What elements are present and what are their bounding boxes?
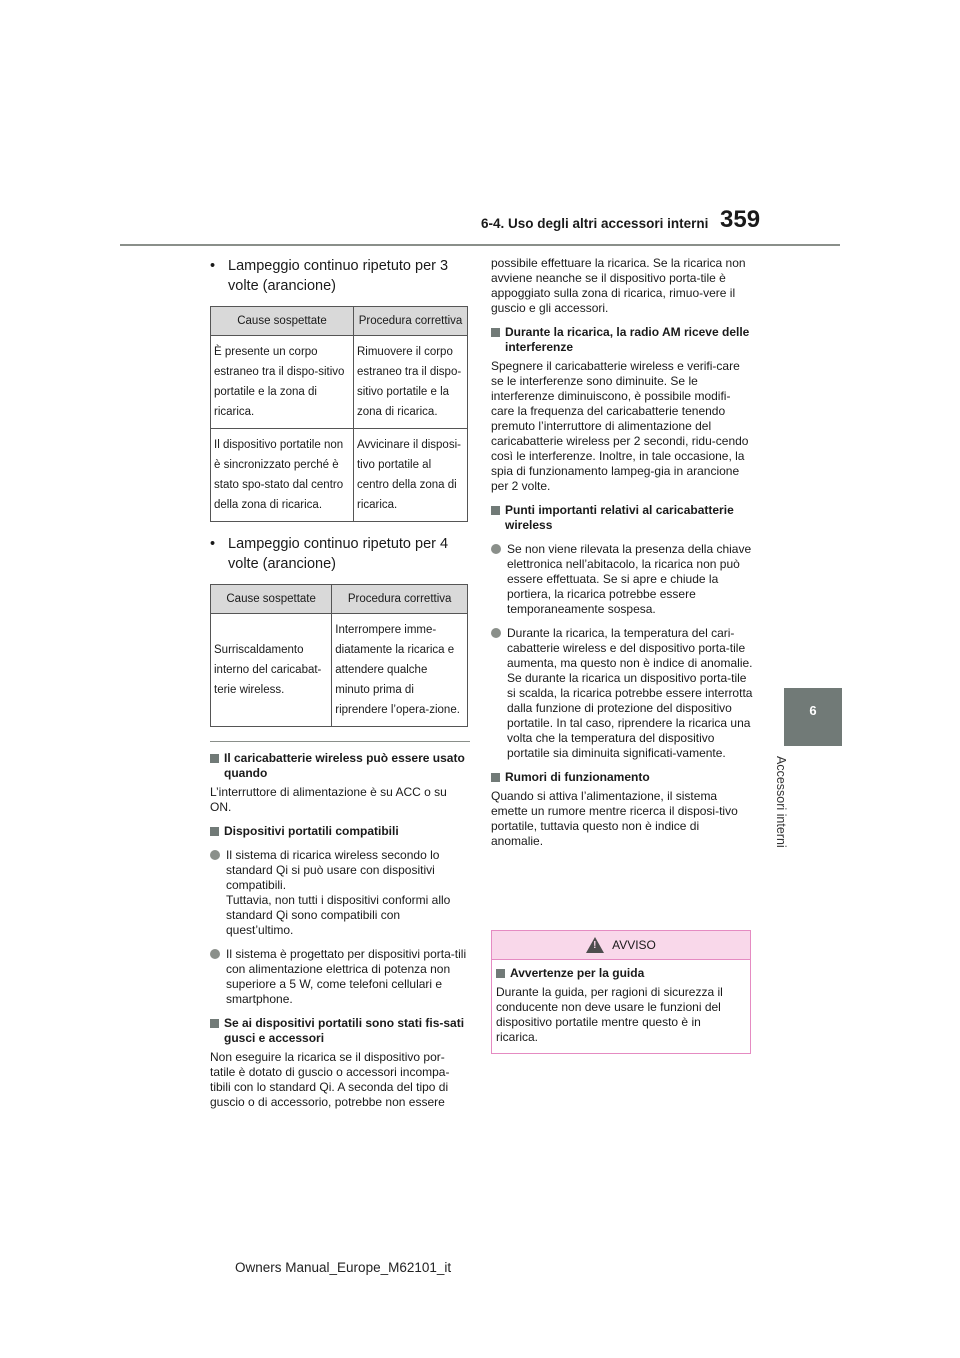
paragraph: Durante la guida, per ragioni di sicurezza il conducente non deve usare le funzioni del dispositivo portatile mentre questo è in ricarica.: [496, 985, 723, 1044]
subheading: [210, 824, 470, 839]
list-item: [491, 626, 753, 761]
cause-table-1: [210, 306, 468, 522]
warning-label: AVVISO: [612, 938, 656, 952]
table-cell: Avvicinare il disposi-tivo portatile al centro della zona di ricarica.: [353, 429, 467, 522]
list-item: [491, 542, 753, 617]
list-item-text: Il sistema è progettato per dispositivi porta-tili con alimentazione elettrica di potenza non superiore a 5 W, come telefoni cellulari e smartphone.: [226, 947, 467, 1006]
subheading-text: Punti importanti relativi al caricabatterie wireless: [505, 503, 734, 532]
subheading-text: Se ai dispositivi portatili sono stati fis-sati gusci e accessori: [224, 1016, 465, 1045]
cause-table-2: [210, 584, 468, 727]
table-cell: Rimuovere il corpo estraneo tra il dispo-sitivo portatile e la zona di ricarica.: [353, 336, 467, 429]
page-number: 359: [720, 206, 761, 233]
list-item-text: Se non viene rilevata la presenza della chiave elettronica nell’abitacolo, la ricarica non può essere effettuata. Se si apre e chiude la portiera, la ricarica potrebbe essere temporaneamente sospesa.: [507, 542, 752, 616]
subheading: [491, 503, 753, 533]
chapter-title: [774, 756, 808, 876]
list-item: [210, 947, 470, 1007]
subheading-text: Dispositivi portatili compatibili: [224, 824, 399, 838]
paragraph: Spegnere il caricabatterie wireless e verifi-care se le interferenze sono diminuite. Se le interferenze diminuiscono, è possibile modifi-care la frequenza del caricabatterie tenendo premuto l’interruttore di alimentazione del caricabatterie wireless per 2 secondi, ridu-cendo così le interferenze. Inoltre, in tale occasione, la spia di funzionamento lampeg-gia in arancione per 2 volte.: [491, 359, 749, 493]
paragraph: Quando si attiva l’alimentazione, il sistema emette un rumore mentre ricerca il disposi-tivo portatile, tuttavia questo non è indice di anomalie.: [491, 789, 738, 848]
footer-text: Owners Manual_Europe_M62101_it: [235, 1260, 452, 1275]
subheading-text: Avvertenze per la guida: [510, 966, 645, 980]
subheading: [491, 770, 753, 785]
square-bullet-icon: [210, 827, 219, 836]
header-rule: [120, 244, 840, 246]
circle-bullet-icon: [491, 628, 501, 638]
bullet-mark: •: [210, 258, 216, 274]
subheading: [210, 1016, 470, 1046]
chapter-tab: [784, 688, 842, 746]
warning-box: [491, 930, 751, 1054]
list-item: [210, 256, 470, 296]
section-title: 6-4. Uso degli altri accessori interni: [481, 216, 709, 231]
subheading-text: Il caricabatterie wireless può essere usato quando: [224, 751, 465, 780]
square-bullet-icon: [491, 773, 500, 782]
square-bullet-icon: [210, 1019, 219, 1028]
chapter-title-text: Accessori interni: [774, 756, 788, 848]
circle-bullet-icon: [210, 949, 220, 959]
list-item-text: Il sistema di ricarica wireless secondo lo standard Qi si può usare con dispositivi compatibili. Tuttavia, non tutti i dispositivi conformi allo standard Qi sono compatibili con quest’ultimo.: [226, 848, 451, 937]
bullet-mark: •: [210, 536, 216, 552]
list-item-text: Durante la ricarica, la temperatura del cari-cabatterie wireless e del dispositivo porta-tile aumenta, ma questo non è indice di anomalie. Se durante la ricarica un dispositivo porta-tile si scalda, la ricarica potrebbe essere interrotta dalla funzione di protezione del dispositivo portatile. In tal caso, riprendere la ricarica una volta che la temperatura del dispositivo portatile sia diminuita significati-vamente.: [507, 626, 753, 760]
square-bullet-icon: [491, 328, 500, 337]
table-row: [211, 429, 468, 522]
table-header: Cause sospettate: [211, 585, 332, 614]
paragraph: Non eseguire la ricarica se il dispositivo por-tatile è dotato di guscio o accessori incompa-tibili con lo standard Qi. A seconda del tipo di guscio o di accessorio, potrebbe non essere: [210, 1050, 450, 1109]
table-header: Cause sospettate: [211, 307, 354, 336]
table-cell: È presente un corpo estraneo tra il dispo-sitivo portatile e la zona di ricarica.: [211, 336, 354, 429]
circle-bullet-icon: [210, 850, 220, 860]
table-cell: Interrompere imme-diatamente la ricarica e attendere qualche minuto prima di riprendere l’opera-zione.: [332, 614, 468, 727]
warning-triangle-icon: !: [586, 937, 604, 953]
circle-bullet-icon: [491, 544, 501, 554]
table-cell: Surriscaldamento interno del caricabat-terie wireless.: [211, 614, 332, 727]
bullet-text: Lampeggio continuo ripetuto per 4 volte (arancione): [228, 536, 449, 572]
left-column: [210, 256, 470, 1110]
subheading: [491, 325, 753, 355]
list-item: [210, 848, 470, 938]
warning-header: [492, 931, 750, 960]
list-item: [210, 534, 470, 574]
subheading-text: Rumori di funzionamento: [505, 770, 650, 784]
paragraph: L’interruttore di alimentazione è su ACC o su ON.: [210, 785, 447, 814]
square-bullet-icon: [210, 754, 219, 763]
table-row: [211, 336, 468, 429]
table-cell: Il dispositivo portatile non è sincronizzato perché è stato spo-stato dal centro della zona di ricarica.: [211, 429, 354, 522]
square-bullet-icon: [496, 969, 505, 978]
table-header: Procedura correttiva: [332, 585, 468, 614]
right-column: [491, 256, 753, 849]
table-header: Procedura correttiva: [353, 307, 467, 336]
table-row: [211, 614, 468, 727]
subheading: [210, 751, 470, 781]
subheading-text: Durante la ricarica, la radio AM riceve delle interferenze: [505, 325, 750, 354]
subheading: [496, 966, 746, 981]
divider: [210, 741, 470, 742]
chapter-number: 6: [809, 703, 817, 718]
square-bullet-icon: [491, 506, 500, 515]
warning-body: [492, 960, 750, 1049]
paragraph: possibile effettuare la ricarica. Se la ricarica non avviene neanche se il dispositivo porta-tile è appoggiato sulla zona di ricarica, rimuo-vere il guscio e gli accessori.: [491, 256, 746, 315]
bullet-text: Lampeggio continuo ripetuto per 3 volte (arancione): [228, 258, 449, 294]
